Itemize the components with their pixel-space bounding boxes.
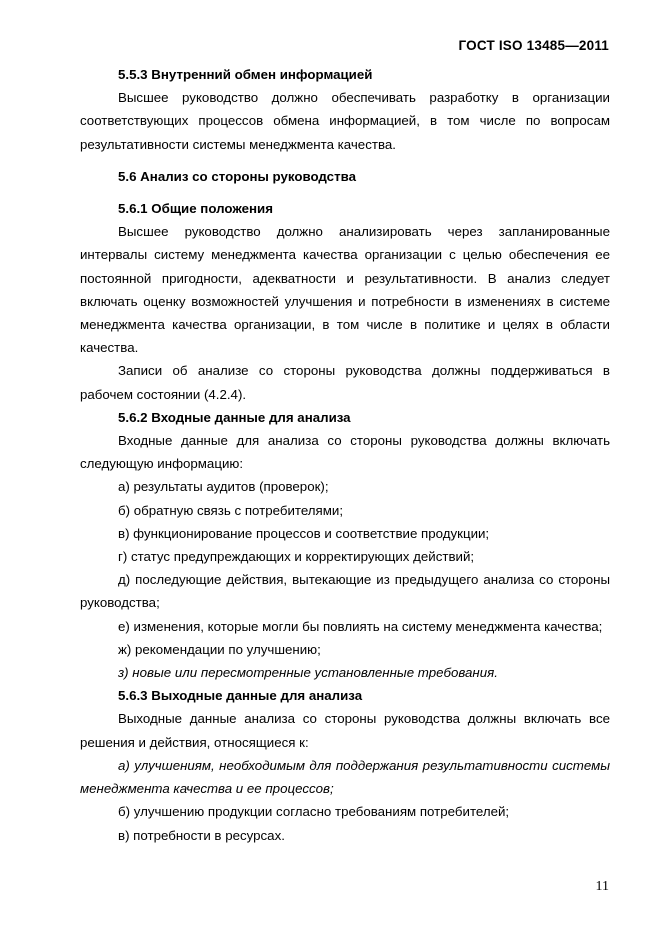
- page-number: 11: [595, 879, 609, 894]
- section-5-6-3-intro: Выходные данные анализа со стороны руководства должны включать все решения и действия, относящиеся к:: [80, 711, 610, 750]
- list-item: б) улучшению продукции согласно требованиям потребителей;: [118, 804, 510, 820]
- list-item: е) изменения, которые могли бы повлиять на систему менеджмента качества;: [118, 618, 603, 634]
- section-5-6-2-intro: Входные данные для анализа со стороны руководства должны включать следующую информацию:: [80, 433, 610, 472]
- section-5-6-1-paragraph: Высшее руководство должно анализировать через запланированные интервалы систему менеджмента качества организации с целью обеспечения ее постоянной пригодности, адекватности и результативности. В анализ следует включать оценку возможностей улучшения и потребности в изменениях в системе менеджмента качества организации, в том числе в политике и целях в области качества.: [80, 224, 610, 356]
- list-item: з) новые или пересмотренные установленные требования.: [118, 665, 498, 681]
- section-5-6-1-title: 5.6.1 Общие положения: [118, 201, 273, 217]
- list-item: в) функционирование процессов и соответствие продукции;: [118, 525, 490, 541]
- list-item: ж) рекомендации по улучшению;: [118, 641, 321, 657]
- page-content: [80, 63, 610, 847]
- standard-code-header: ГОСТ ISO 13485—2011: [458, 38, 609, 53]
- section-5-6-title: 5.6 Анализ со стороны руководства: [118, 168, 356, 184]
- list-item: б) обратную связь с потребителями;: [118, 502, 344, 518]
- section-5-5-3-title: 5.5.3 Внутренний обмен информацией: [118, 67, 373, 82]
- section-5-6-1-paragraph: Записи об анализе со стороны руководства должны поддерживаться в рабочем состоянии (4.2.4).: [80, 363, 610, 402]
- list-item: а) результаты аудитов (проверок);: [118, 479, 329, 495]
- section-5-6-2-title: 5.6.2 Входные данные для анализа: [118, 409, 351, 425]
- list-item: г) статус предупреждающих и корректирующих действий;: [118, 549, 475, 565]
- list-item: д) последующие действия, вытекающие из предыдущего анализа со стороны руководства;: [80, 572, 610, 611]
- list-item: а) улучшениям, необходимым для поддержания результативности системы менеджмента качества и ее процессов;: [80, 757, 610, 797]
- list-item: в) потребности в ресурсах.: [118, 827, 285, 843]
- section-5-5-3-paragraph: Высшее руководство должно обеспечивать разработку в организации соответствующих процессов обмена информацией, в том числе по вопросам результативности системы менеджмента качества.: [80, 90, 610, 152]
- section-5-6-3-title: 5.6.3 Выходные данные для анализа: [118, 688, 363, 704]
